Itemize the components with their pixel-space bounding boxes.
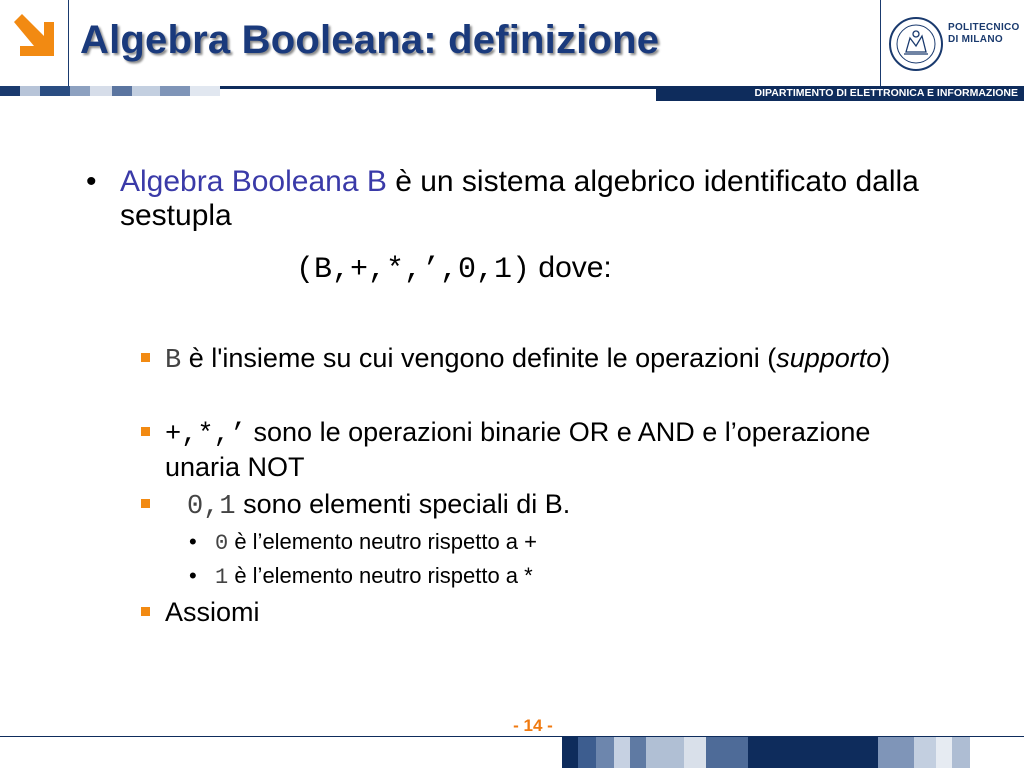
sub-sub-bullet-text: è l’elemento neutro rispetto a * (228, 563, 533, 588)
code-term: 0 (215, 531, 229, 556)
bullet-text: è un sistema algebrico identificato dalla sestupla (120, 165, 919, 232)
sub-bullet-text: sono le operazioni binarie OR e AND e l’operazione unaria NOT (165, 417, 871, 482)
bullet-marker: • (86, 165, 97, 198)
institution-name (948, 22, 1020, 46)
header-divider-right (880, 0, 881, 86)
sub-bullet-special-elements (165, 488, 945, 523)
term-highlight: Algebra Booleana B (120, 165, 387, 198)
bullet-marker: • (189, 563, 197, 588)
code-term: 0,1 (187, 492, 236, 522)
sub-sub-bullet-zero (189, 528, 537, 558)
sextuple-formula: (B,+,*,’,0,1) (296, 253, 531, 287)
slide-title: Algebra Booleana: definizione (80, 18, 660, 62)
square-bullet-icon (141, 427, 150, 436)
sub-bullet-text: è l'insieme su cui vengono definite le operazioni ( (181, 343, 777, 373)
sub-sub-bullet-text: è l’elemento neutro rispetto a + (228, 529, 537, 554)
page-number: - 14 - (513, 716, 553, 735)
square-bullet-icon (141, 353, 150, 362)
department-banner: DIPARTIMENTO DI ELETTRONICA E INFORMAZIONE (656, 86, 1024, 101)
sub-sub-bullet-one (189, 562, 533, 592)
header-divider (68, 0, 69, 86)
arrow-logo-icon (0, 0, 68, 86)
code-term: +,*,’ (165, 420, 247, 450)
sub-bullet-text: sono elementi speciali di B. (235, 489, 571, 519)
code-term: B (165, 346, 182, 376)
institution-line1: POLITECNICO (948, 22, 1020, 33)
sub-bullet-operations (165, 416, 945, 483)
sub-bullet-axioms (165, 596, 945, 628)
sub-bullet-text: Assiomi (165, 597, 260, 627)
code-term: 1 (215, 565, 229, 590)
politecnico-seal-icon (888, 16, 944, 72)
sub-bullet-text-end: ) (881, 343, 891, 373)
footer-color-bar (562, 737, 1024, 768)
italic-term: supporto (776, 343, 882, 373)
square-bullet-icon (141, 499, 150, 508)
institution-line2: DI MILANO (948, 34, 1003, 45)
square-bullet-icon (141, 607, 150, 616)
bullet-marker: • (189, 529, 197, 554)
main-bullet (86, 165, 920, 233)
sextuple-formula-line (296, 250, 612, 288)
sub-bullet-support (165, 342, 945, 377)
formula-suffix: dove: (530, 251, 612, 284)
